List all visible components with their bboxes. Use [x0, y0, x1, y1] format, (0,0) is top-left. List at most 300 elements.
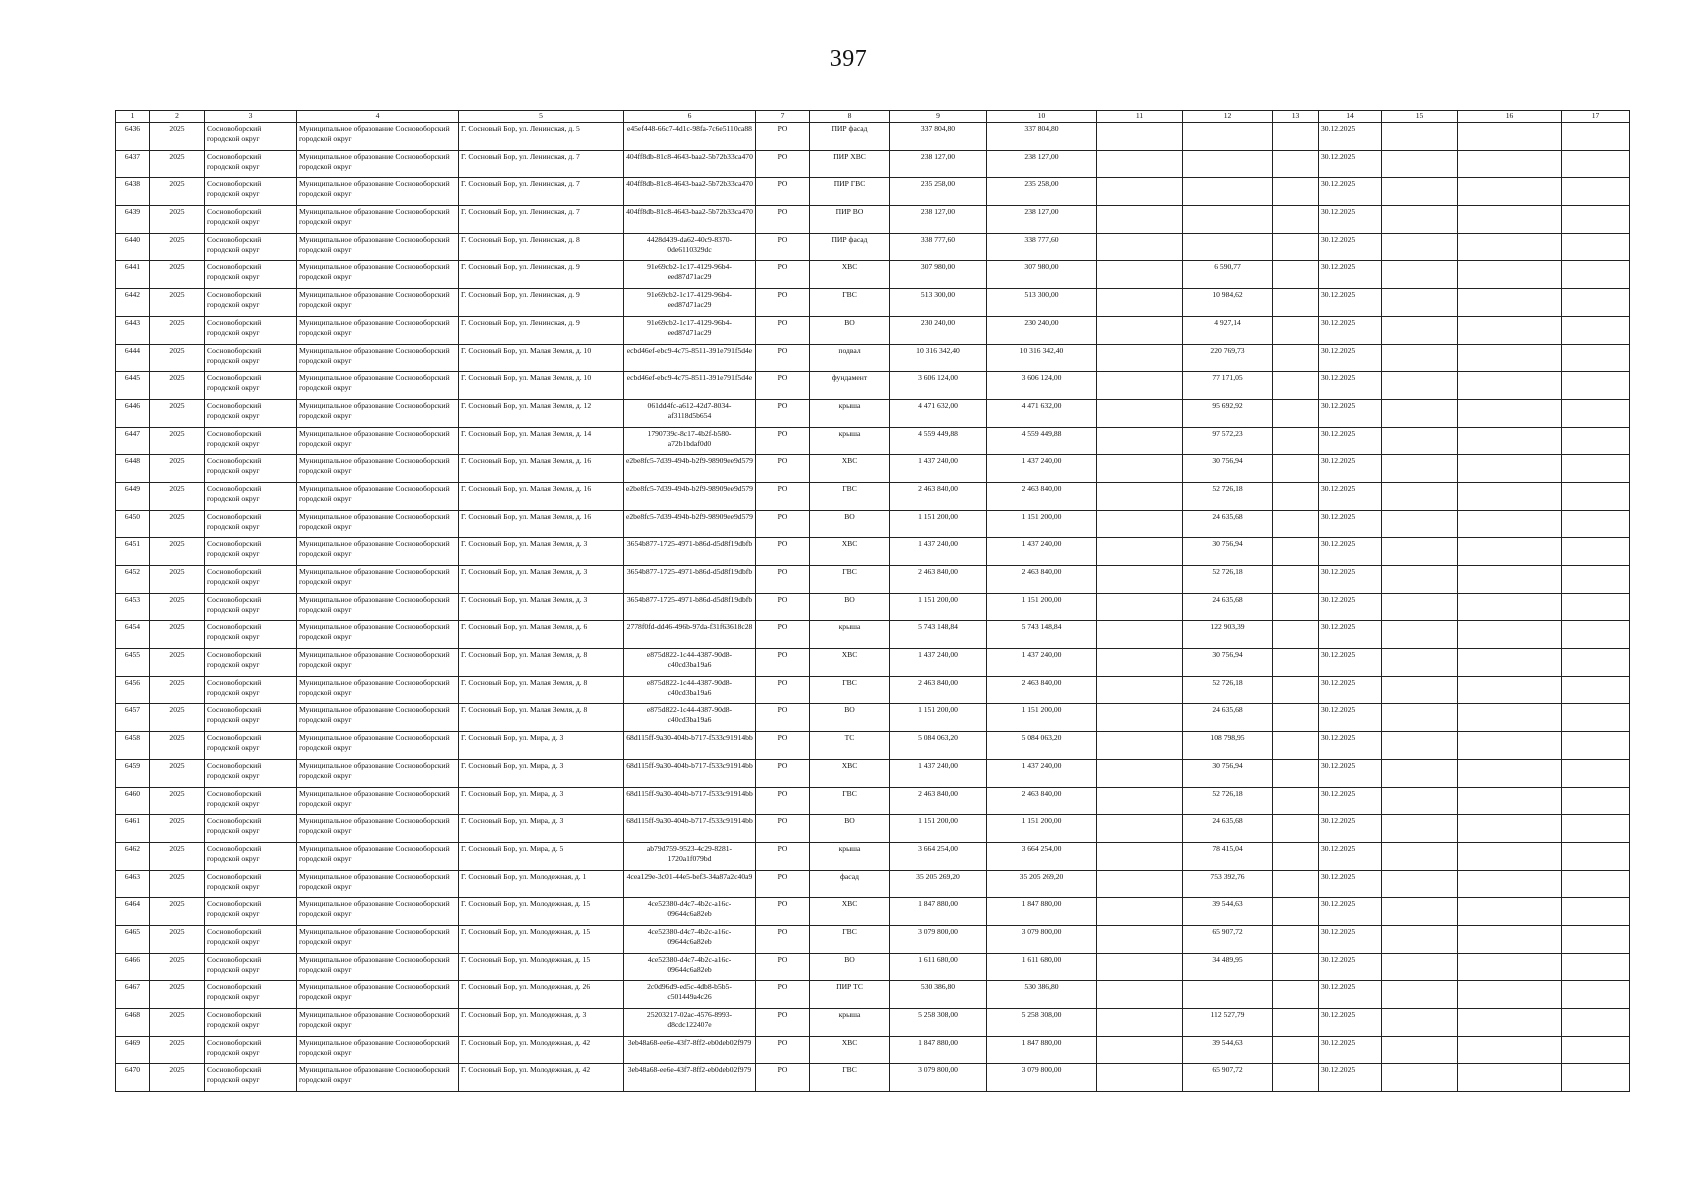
page-number: 397 — [829, 46, 868, 72]
cell-year: 2025 — [150, 566, 205, 594]
cell-fund-type: РО — [756, 427, 810, 455]
cell-work-type: крыша — [810, 621, 890, 649]
cell-house-guid: e2be8fc5-7d39-494b-b2f9-98909ee9d579 — [624, 482, 756, 510]
cell-fund-type: РО — [756, 510, 810, 538]
cell-end-date: 30.12.2025 — [1319, 953, 1382, 981]
cell-col-15 — [1382, 732, 1458, 760]
cell-municipal-district: Сосновоборский городской округ — [205, 123, 297, 151]
cell-col-11 — [1097, 510, 1183, 538]
cell-col-17 — [1562, 925, 1630, 953]
cell-year: 2025 — [150, 233, 205, 261]
cell-col-15 — [1382, 649, 1458, 677]
cell-row-number: 6456 — [116, 676, 150, 704]
cell-cost-total: 238 127,00 — [987, 206, 1097, 234]
cell-house-guid: 68d115ff-9a30-404b-b717-f533c91914bb — [624, 787, 756, 815]
cell-col-11 — [1097, 399, 1183, 427]
cell-col-15 — [1382, 372, 1458, 400]
table-row — [116, 289, 1630, 317]
cell-col-17 — [1562, 399, 1630, 427]
cell-fund-type: РО — [756, 150, 810, 178]
cell-house-guid: ecbd46ef-ebc9-4c75-8511-391e791f5d4e — [624, 372, 756, 400]
header-cell-fund-type: 7 — [756, 111, 810, 123]
cell-year: 2025 — [150, 898, 205, 926]
cell-cost-total: 338 777,60 — [987, 233, 1097, 261]
cell-house-guid: 4ce52380-d4c7-4b2c-a16c-09644c6a82eb — [624, 898, 756, 926]
cell-municipal-formation: Муниципальное образование Сосновоборский городской округ — [297, 261, 459, 289]
cell-col-16 — [1458, 455, 1562, 483]
cell-col-16 — [1458, 759, 1562, 787]
cell-work-type: ХВС — [810, 455, 890, 483]
cell-year: 2025 — [150, 206, 205, 234]
cell-address: Г. Сосновый Бор, ул. Ленинская, д. 7 — [459, 150, 624, 178]
cell-end-date: 30.12.2025 — [1319, 621, 1382, 649]
table-row — [116, 399, 1630, 427]
cell-municipal-district: Сосновоборский городской округ — [205, 898, 297, 926]
cell-col-17 — [1562, 427, 1630, 455]
cell-municipal-formation: Муниципальное образование Сосновоборский городской округ — [297, 372, 459, 400]
cell-col-15 — [1382, 123, 1458, 151]
cell-col-17 — [1562, 787, 1630, 815]
table-row — [116, 1009, 1630, 1037]
cell-col-17 — [1562, 316, 1630, 344]
cell-year: 2025 — [150, 787, 205, 815]
header-cell-cost: 9 — [890, 111, 987, 123]
cell-col-16 — [1458, 206, 1562, 234]
cell-col-16 — [1458, 676, 1562, 704]
cell-col-12: 39 544,63 — [1183, 1036, 1273, 1064]
cell-col-11 — [1097, 344, 1183, 372]
cell-municipal-district: Сосновоборский городской округ — [205, 621, 297, 649]
cell-fund-type: РО — [756, 1064, 810, 1092]
cell-col-13 — [1273, 732, 1319, 760]
cell-end-date: 30.12.2025 — [1319, 510, 1382, 538]
cell-house-guid: ecbd46ef-ebc9-4c75-8511-391e791f5d4e — [624, 344, 756, 372]
cell-fund-type: РО — [756, 649, 810, 677]
cell-col-12: 52 726,18 — [1183, 676, 1273, 704]
cell-cost-total: 235 258,00 — [987, 178, 1097, 206]
cell-col-17 — [1562, 870, 1630, 898]
cell-col-12: 34 489,95 — [1183, 953, 1273, 981]
cell-year: 2025 — [150, 344, 205, 372]
cell-house-guid: e2be8fc5-7d39-494b-b2f9-98909ee9d579 — [624, 510, 756, 538]
cell-address: Г. Сосновый Бор, ул. Малая Земля, д. 8 — [459, 649, 624, 677]
header-cell-work-type: 8 — [810, 111, 890, 123]
cell-col-17 — [1562, 621, 1630, 649]
table-row — [116, 344, 1630, 372]
cell-address: Г. Сосновый Бор, ул. Молодежная, д. 42 — [459, 1064, 624, 1092]
table-row — [116, 372, 1630, 400]
cell-col-13 — [1273, 510, 1319, 538]
cell-row-number: 6466 — [116, 953, 150, 981]
cell-end-date: 30.12.2025 — [1319, 842, 1382, 870]
cell-municipal-formation: Муниципальное образование Сосновоборский городской округ — [297, 233, 459, 261]
cell-col-13 — [1273, 178, 1319, 206]
cell-municipal-district: Сосновоборский городской округ — [205, 399, 297, 427]
cell-end-date: 30.12.2025 — [1319, 759, 1382, 787]
cell-municipal-district: Сосновоборский городской округ — [205, 261, 297, 289]
cell-row-number: 6450 — [116, 510, 150, 538]
cell-end-date: 30.12.2025 — [1319, 372, 1382, 400]
table-row — [116, 482, 1630, 510]
cell-end-date: 30.12.2025 — [1319, 538, 1382, 566]
table-row — [116, 815, 1630, 843]
cell-municipal-district: Сосновоборский городской округ — [205, 206, 297, 234]
cell-cost-total: 513 300,00 — [987, 289, 1097, 317]
cell-cost-total: 1 151 200,00 — [987, 593, 1097, 621]
cell-house-guid: 061dd4fc-a612-42d7-8034-af3118d5b654 — [624, 399, 756, 427]
cell-municipal-district: Сосновоборский городской округ — [205, 759, 297, 787]
table-header — [116, 111, 1630, 123]
cell-cost: 5 743 148,84 — [890, 621, 987, 649]
cell-row-number: 6437 — [116, 150, 150, 178]
cell-year: 2025 — [150, 150, 205, 178]
cell-row-number: 6440 — [116, 233, 150, 261]
cell-end-date: 30.12.2025 — [1319, 399, 1382, 427]
cell-house-guid: 68d115ff-9a30-404b-b717-f533c91914bb — [624, 732, 756, 760]
cell-fund-type: РО — [756, 925, 810, 953]
cell-col-17 — [1562, 815, 1630, 843]
cell-cost-total: 5 258 308,00 — [987, 1009, 1097, 1037]
cell-work-type: фасад — [810, 870, 890, 898]
header-cell-year: 2 — [150, 111, 205, 123]
cell-house-guid: ab79d759-9523-4c29-8281-1720a1f079bd — [624, 842, 756, 870]
cell-col-17 — [1562, 566, 1630, 594]
registry-table — [115, 110, 1630, 1092]
cell-address: Г. Сосновый Бор, ул. Ленинская, д. 7 — [459, 178, 624, 206]
cell-col-13 — [1273, 150, 1319, 178]
cell-end-date: 30.12.2025 — [1319, 732, 1382, 760]
cell-row-number: 6468 — [116, 1009, 150, 1037]
cell-col-13 — [1273, 372, 1319, 400]
cell-municipal-district: Сосновоборский городской округ — [205, 787, 297, 815]
table-row — [116, 510, 1630, 538]
cell-year: 2025 — [150, 842, 205, 870]
cell-end-date: 30.12.2025 — [1319, 455, 1382, 483]
cell-col-13 — [1273, 593, 1319, 621]
cell-cost-total: 5 084 063,20 — [987, 732, 1097, 760]
cell-cost-total: 1 151 200,00 — [987, 510, 1097, 538]
cell-col-11 — [1097, 566, 1183, 594]
cell-work-type: ВО — [810, 953, 890, 981]
cell-cost: 1 151 200,00 — [890, 593, 987, 621]
table-row — [116, 178, 1630, 206]
cell-end-date: 30.12.2025 — [1319, 261, 1382, 289]
cell-year: 2025 — [150, 815, 205, 843]
cell-end-date: 30.12.2025 — [1319, 344, 1382, 372]
cell-fund-type: РО — [756, 455, 810, 483]
table-row — [116, 538, 1630, 566]
cell-col-12 — [1183, 206, 1273, 234]
cell-cost: 3 606 124,00 — [890, 372, 987, 400]
cell-year: 2025 — [150, 455, 205, 483]
cell-house-guid: 4428d439-da62-40c9-8370-0de6110329dc — [624, 233, 756, 261]
cell-year: 2025 — [150, 316, 205, 344]
cell-work-type: ГВС — [810, 566, 890, 594]
cell-work-type: ВО — [810, 510, 890, 538]
cell-col-13 — [1273, 289, 1319, 317]
cell-house-guid: e875d822-1c44-4387-90d8-c40cd3ba19a6 — [624, 649, 756, 677]
cell-house-guid: 68d115ff-9a30-404b-b717-f533c91914bb — [624, 815, 756, 843]
cell-address: Г. Сосновый Бор, ул. Молодежная, д. 26 — [459, 981, 624, 1009]
cell-col-15 — [1382, 787, 1458, 815]
cell-cost: 3 664 254,00 — [890, 842, 987, 870]
cell-col-15 — [1382, 1036, 1458, 1064]
header-cell-col-16: 16 — [1458, 111, 1562, 123]
cell-col-15 — [1382, 1064, 1458, 1092]
cell-col-11 — [1097, 1036, 1183, 1064]
cell-cost-total: 5 743 148,84 — [987, 621, 1097, 649]
cell-cost: 337 804,80 — [890, 123, 987, 151]
cell-cost: 530 386,80 — [890, 981, 987, 1009]
cell-col-12: 65 907,72 — [1183, 1064, 1273, 1092]
cell-col-16 — [1458, 981, 1562, 1009]
cell-municipal-formation: Муниципальное образование Сосновоборский городской округ — [297, 981, 459, 1009]
cell-year: 2025 — [150, 925, 205, 953]
cell-cost: 2 463 840,00 — [890, 482, 987, 510]
cell-cost: 238 127,00 — [890, 206, 987, 234]
cell-col-17 — [1562, 953, 1630, 981]
cell-col-13 — [1273, 676, 1319, 704]
table-body — [116, 123, 1630, 1092]
cell-end-date: 30.12.2025 — [1319, 898, 1382, 926]
cell-cost: 35 205 269,20 — [890, 870, 987, 898]
cell-col-11 — [1097, 953, 1183, 981]
cell-year: 2025 — [150, 1036, 205, 1064]
cell-year: 2025 — [150, 123, 205, 151]
cell-col-13 — [1273, 759, 1319, 787]
cell-municipal-district: Сосновоборский городской округ — [205, 289, 297, 317]
cell-col-15 — [1382, 621, 1458, 649]
cell-row-number: 6455 — [116, 649, 150, 677]
header-cell-address: 5 — [459, 111, 624, 123]
cell-col-16 — [1458, 482, 1562, 510]
cell-col-16 — [1458, 150, 1562, 178]
cell-end-date: 30.12.2025 — [1319, 925, 1382, 953]
cell-col-13 — [1273, 316, 1319, 344]
cell-year: 2025 — [150, 649, 205, 677]
cell-municipal-district: Сосновоборский городской округ — [205, 953, 297, 981]
cell-cost-total: 230 240,00 — [987, 316, 1097, 344]
cell-municipal-district: Сосновоборский городской округ — [205, 842, 297, 870]
cell-row-number: 6453 — [116, 593, 150, 621]
cell-year: 2025 — [150, 427, 205, 455]
cell-col-13 — [1273, 261, 1319, 289]
cell-cost-total: 238 127,00 — [987, 150, 1097, 178]
cell-col-12: 97 572,23 — [1183, 427, 1273, 455]
cell-year: 2025 — [150, 621, 205, 649]
cell-work-type: фундамент — [810, 372, 890, 400]
cell-col-12: 30 756,94 — [1183, 759, 1273, 787]
cell-municipal-district: Сосновоборский городской округ — [205, 1036, 297, 1064]
cell-fund-type: РО — [756, 1036, 810, 1064]
cell-col-13 — [1273, 898, 1319, 926]
cell-col-11 — [1097, 649, 1183, 677]
cell-municipal-formation: Муниципальное образование Сосновоборский городской округ — [297, 1009, 459, 1037]
cell-row-number: 6438 — [116, 178, 150, 206]
cell-municipal-district: Сосновоборский городской округ — [205, 178, 297, 206]
cell-fund-type: РО — [756, 399, 810, 427]
cell-work-type: ВО — [810, 316, 890, 344]
cell-col-12 — [1183, 123, 1273, 151]
cell-work-type: ХВС — [810, 898, 890, 926]
cell-col-15 — [1382, 289, 1458, 317]
cell-cost-total: 337 804,80 — [987, 123, 1097, 151]
cell-municipal-district: Сосновоборский городской округ — [205, 815, 297, 843]
cell-col-11 — [1097, 455, 1183, 483]
cell-end-date: 30.12.2025 — [1319, 482, 1382, 510]
cell-municipal-formation: Муниципальное образование Сосновоборский городской округ — [297, 510, 459, 538]
cell-cost-total: 10 316 342,40 — [987, 344, 1097, 372]
cell-municipal-formation: Муниципальное образование Сосновоборский городской округ — [297, 344, 459, 372]
cell-house-guid: 68d115ff-9a30-404b-b717-f533c91914bb — [624, 759, 756, 787]
cell-municipal-formation: Муниципальное образование Сосновоборский городской округ — [297, 925, 459, 953]
cell-col-12: 24 635,68 — [1183, 815, 1273, 843]
cell-year: 2025 — [150, 870, 205, 898]
cell-address: Г. Сосновый Бор, ул. Ленинская, д. 7 — [459, 206, 624, 234]
cell-address: Г. Сосновый Бор, ул. Малая Земля, д. 14 — [459, 427, 624, 455]
cell-cost: 235 258,00 — [890, 178, 987, 206]
cell-cost: 1 611 680,00 — [890, 953, 987, 981]
cell-row-number: 6451 — [116, 538, 150, 566]
cell-work-type: подвал — [810, 344, 890, 372]
cell-work-type: ТС — [810, 732, 890, 760]
cell-row-number: 6445 — [116, 372, 150, 400]
cell-end-date: 30.12.2025 — [1319, 289, 1382, 317]
cell-year: 2025 — [150, 981, 205, 1009]
cell-house-guid: 4ce52380-d4c7-4b2c-a16c-09644c6a82eb — [624, 953, 756, 981]
cell-col-11 — [1097, 621, 1183, 649]
cell-fund-type: РО — [756, 289, 810, 317]
cell-year: 2025 — [150, 399, 205, 427]
cell-cost-total: 1 151 200,00 — [987, 815, 1097, 843]
cell-col-12: 78 415,04 — [1183, 842, 1273, 870]
cell-house-guid: 3eb48a68-ee6e-43f7-8ff2-eb0deb02f979 — [624, 1036, 756, 1064]
cell-col-16 — [1458, 870, 1562, 898]
cell-cost-total: 2 463 840,00 — [987, 676, 1097, 704]
cell-work-type: ГВС — [810, 787, 890, 815]
cell-col-15 — [1382, 233, 1458, 261]
cell-col-16 — [1458, 732, 1562, 760]
cell-year: 2025 — [150, 759, 205, 787]
cell-house-guid: 4cea129e-3c01-44e5-bef3-34a87a2c40a9 — [624, 870, 756, 898]
cell-col-13 — [1273, 1036, 1319, 1064]
cell-work-type: ВО — [810, 815, 890, 843]
cell-col-11 — [1097, 898, 1183, 926]
cell-col-13 — [1273, 399, 1319, 427]
cell-col-17 — [1562, 372, 1630, 400]
cell-cost-total: 1 437 240,00 — [987, 759, 1097, 787]
cell-work-type: крыша — [810, 427, 890, 455]
cell-row-number: 6463 — [116, 870, 150, 898]
cell-col-11 — [1097, 289, 1183, 317]
cell-col-13 — [1273, 344, 1319, 372]
cell-municipal-formation: Муниципальное образование Сосновоборский городской округ — [297, 150, 459, 178]
cell-fund-type: РО — [756, 593, 810, 621]
cell-col-13 — [1273, 925, 1319, 953]
cell-col-16 — [1458, 316, 1562, 344]
cell-address: Г. Сосновый Бор, ул. Малая Земля, д. 8 — [459, 704, 624, 732]
cell-municipal-district: Сосновоборский городской округ — [205, 482, 297, 510]
cell-col-16 — [1458, 344, 1562, 372]
cell-col-15 — [1382, 427, 1458, 455]
cell-col-15 — [1382, 455, 1458, 483]
cell-col-12: 10 984,62 — [1183, 289, 1273, 317]
cell-row-number: 6460 — [116, 787, 150, 815]
cell-municipal-formation: Муниципальное образование Сосновоборский городской округ — [297, 676, 459, 704]
table-row — [116, 427, 1630, 455]
cell-col-11 — [1097, 1064, 1183, 1092]
cell-address: Г. Сосновый Бор, ул. Малая Земля, д. 6 — [459, 621, 624, 649]
cell-col-11 — [1097, 233, 1183, 261]
cell-year: 2025 — [150, 732, 205, 760]
cell-municipal-formation: Муниципальное образование Сосновоборский городской округ — [297, 1064, 459, 1092]
cell-year: 2025 — [150, 372, 205, 400]
table-row — [116, 704, 1630, 732]
cell-end-date: 30.12.2025 — [1319, 676, 1382, 704]
cell-fund-type: РО — [756, 538, 810, 566]
cell-col-12: 39 544,63 — [1183, 898, 1273, 926]
cell-house-guid: 91e69cb2-1c17-4129-96b4-eed87d71ac29 — [624, 261, 756, 289]
cell-work-type: ПИР фасад — [810, 123, 890, 151]
cell-row-number: 6457 — [116, 704, 150, 732]
cell-municipal-formation: Муниципальное образование Сосновоборский городской округ — [297, 759, 459, 787]
cell-col-13 — [1273, 981, 1319, 1009]
table-row — [116, 759, 1630, 787]
cell-cost-total: 2 463 840,00 — [987, 787, 1097, 815]
cell-house-guid: e2be8fc5-7d39-494b-b2f9-98909ee9d579 — [624, 455, 756, 483]
cell-year: 2025 — [150, 261, 205, 289]
cell-municipal-formation: Муниципальное образование Сосновоборский городской округ — [297, 538, 459, 566]
cell-col-12: 30 756,94 — [1183, 538, 1273, 566]
cell-end-date: 30.12.2025 — [1319, 427, 1382, 455]
cell-col-15 — [1382, 759, 1458, 787]
cell-municipal-formation: Муниципальное образование Сосновоборский городской округ — [297, 593, 459, 621]
cell-col-16 — [1458, 953, 1562, 981]
cell-municipal-district: Сосновоборский городской округ — [205, 427, 297, 455]
cell-col-17 — [1562, 732, 1630, 760]
cell-col-12: 52 726,18 — [1183, 566, 1273, 594]
cell-row-number: 6439 — [116, 206, 150, 234]
cell-cost: 1 151 200,00 — [890, 815, 987, 843]
cell-end-date: 30.12.2025 — [1319, 649, 1382, 677]
cell-cost-total: 530 386,80 — [987, 981, 1097, 1009]
cell-col-12: 24 635,68 — [1183, 510, 1273, 538]
cell-col-17 — [1562, 593, 1630, 621]
cell-col-17 — [1562, 759, 1630, 787]
cell-col-17 — [1562, 981, 1630, 1009]
cell-col-17 — [1562, 150, 1630, 178]
cell-address: Г. Сосновый Бор, ул. Малая Земля, д. 16 — [459, 482, 624, 510]
cell-col-11 — [1097, 316, 1183, 344]
cell-cost-total: 1 437 240,00 — [987, 649, 1097, 677]
cell-work-type: ГВС — [810, 676, 890, 704]
cell-cost-total: 2 463 840,00 — [987, 482, 1097, 510]
cell-cost-total: 1 847 880,00 — [987, 898, 1097, 926]
cell-col-15 — [1382, 150, 1458, 178]
cell-col-17 — [1562, 1036, 1630, 1064]
cell-address: Г. Сосновый Бор, ул. Малая Земля, д. 3 — [459, 538, 624, 566]
cell-municipal-district: Сосновоборский городской округ — [205, 538, 297, 566]
cell-municipal-formation: Муниципальное образование Сосновоборский городской округ — [297, 316, 459, 344]
cell-col-11 — [1097, 981, 1183, 1009]
cell-col-12: 108 798,95 — [1183, 732, 1273, 760]
table-row — [116, 870, 1630, 898]
cell-col-13 — [1273, 427, 1319, 455]
cell-municipal-district: Сосновоборский городской округ — [205, 344, 297, 372]
cell-col-16 — [1458, 704, 1562, 732]
cell-fund-type: РО — [756, 621, 810, 649]
cell-municipal-district: Сосновоборский городской округ — [205, 1009, 297, 1037]
